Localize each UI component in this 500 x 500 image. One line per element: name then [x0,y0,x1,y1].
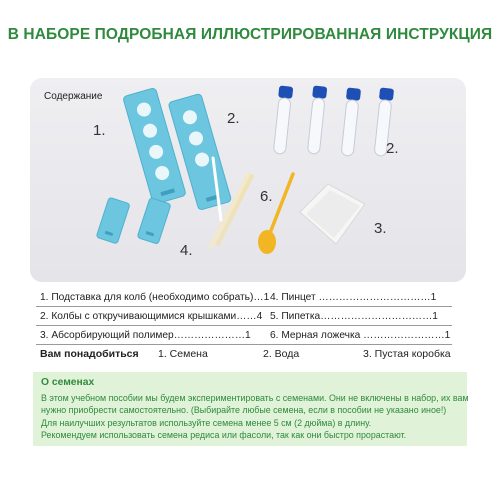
label-2-tubes: 2. [386,140,399,157]
test-tube-3 [340,87,361,156]
page-headline: В НАБОРЕ ПОДРОБНАЯ ИЛЛЮСТРИРОВАННАЯ ИНСТРУКЦИЯ [7,26,493,43]
seeds-title: О семенах [41,377,95,388]
seeds-line: Для наилучших результатов используйте семена менее 5 см (2 дюйма) в длину. [41,417,372,428]
label-1: 1. [93,122,106,139]
label-4: 4. [180,242,193,259]
list-item: 6. Мерная ложечка ……………………1 [270,330,451,341]
stand-foot-1 [96,197,130,244]
stand-foot-2 [137,197,171,244]
need-item-seeds: 1. Семена [158,348,208,360]
polymer-packet [300,184,365,244]
list-item: 4. Пинцет ……………………………1 [270,292,437,303]
test-tube-1 [272,85,293,154]
need-title: Вам понадобиться [40,348,139,360]
kit-contents-photo [30,78,466,282]
test-tube-2 [306,85,327,154]
need-item-box: 3. Пустая коробка [363,348,451,360]
kit-illustration [30,78,466,282]
label-6: 6. [260,188,273,205]
seeds-text [41,392,469,441]
seeds-line: Рекомендуем использовать семена редиса или фасоли, так как они быстро прорастают. [41,429,407,440]
need-item-water: 2. Вода [263,348,300,360]
divider [36,306,452,307]
label-2-pipette: 2. [227,110,240,127]
list-item: 3. Абсорбирующий полимер…………………1 [40,330,251,341]
seeds-line: В этом учебном пособии мы будем экспериментировать с семенами. Они не включены в набор, их вам [41,393,469,403]
seeds-info-box [33,372,467,446]
seeds-line: нужно приобрести самостоятельно. (Выбирайте любые семена, если в пособии не указано иное!) [41,405,447,416]
label-3: 3. [374,220,387,237]
list-item: 2. Колбы с откручивающимися крышками……4 [40,311,263,322]
measuring-spoon [258,174,293,254]
list-item: 1. Подставка для колб (необходимо собрать)…1 [40,292,270,303]
divider [36,325,452,326]
list-item: 5. Пипетка……………………………1 [270,311,438,322]
divider [36,344,452,345]
contents-label: Содержание [44,91,103,102]
